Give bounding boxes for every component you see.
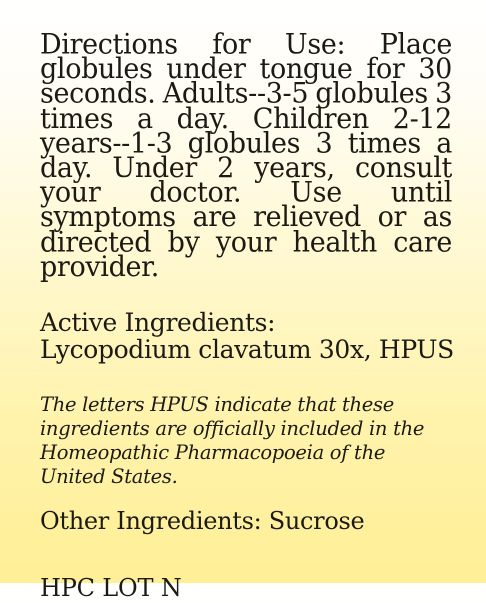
- hpus-note: The letters HPUS indicate that these ingredients are officially included in the Homeopathic Pharmacopoeia of the United States.: [40, 393, 425, 488]
- active-ingredients-value: Lycopodium clavatum 30x, HPUS: [40, 335, 454, 364]
- directions-for-use-text: Directions for Use: Place globules under tongue for 30 seconds. Adults--3-5 globules 3 times a day. Children 2-12 years--1-3 globules 3 times a day. Under 2 years, consult your doctor. Use until symptoms are relieved or as directed by your health care provider.: [40, 28, 452, 283]
- other-ingredients: Other Ingredients: Sucrose: [40, 507, 365, 535]
- active-ingredients-heading: Active Ingredients:: [40, 308, 276, 337]
- active-ingredients-section: [40, 309, 470, 363]
- cut-off-bottom-line: HPC LOT N: [40, 574, 182, 602]
